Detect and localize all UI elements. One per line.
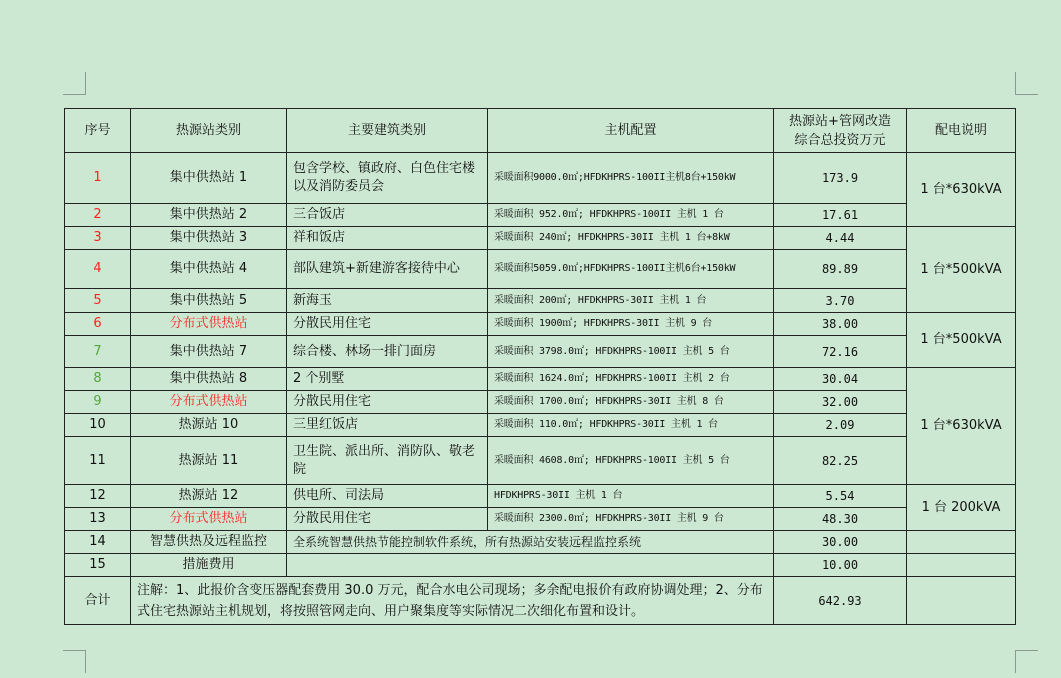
table-row xyxy=(65,414,1016,437)
row-power-empty xyxy=(907,531,1016,554)
total-investment: 642.93 xyxy=(774,577,907,625)
power-group-4: 1 台*630kVA xyxy=(907,368,1016,485)
row-building: 三合饭店 xyxy=(287,204,488,227)
row-investment: 48.30 xyxy=(774,508,907,531)
row-station-type: 热源站 10 xyxy=(131,414,287,437)
investment-table xyxy=(64,108,1016,625)
row-station-type: 分布式供热站 xyxy=(131,391,287,414)
row-station-type: 措施费用 xyxy=(131,554,287,577)
row-building: 三里红饭店 xyxy=(287,414,488,437)
page-corner-mark-bottom-left xyxy=(63,650,86,673)
header-investment-line1: 热源站+管网改造 xyxy=(789,113,891,129)
row-config: HFDKHPRS-30II 主机 1 台 xyxy=(488,485,774,508)
row-investment: 30.00 xyxy=(774,531,907,554)
row-description: 全系统智慧供热节能控制软件系统，所有热源站安装远程监控系统 xyxy=(287,531,774,554)
row-investment: 89.89 xyxy=(774,250,907,289)
table-row-monitoring xyxy=(65,531,1016,554)
table-row xyxy=(65,204,1016,227)
power-group-5: 1 台 200kVA xyxy=(907,485,1016,531)
row-station-type: 分布式供热站 xyxy=(131,508,287,531)
table-row xyxy=(65,153,1016,204)
header-building-type: 主要建筑类别 xyxy=(287,109,488,153)
table-row xyxy=(65,250,1016,289)
row-config: 采暖面积 1700.0㎡; HFDKHPRS-30II 主机 8 台 xyxy=(488,391,774,414)
row-config: 采暖面积 1900㎡; HFDKHPRS-30II 主机 9 台 xyxy=(488,313,774,336)
row-station-type: 集中供热站 2 xyxy=(131,204,287,227)
row-building: 综合楼、林场一排门面房 xyxy=(287,336,488,368)
row-investment: 2.09 xyxy=(774,414,907,437)
total-row xyxy=(65,577,1016,625)
row-power-empty xyxy=(907,554,1016,577)
row-building: 部队建筑+新建游客接待中心 xyxy=(287,250,488,289)
row-station-type: 集中供热站 3 xyxy=(131,227,287,250)
row-investment: 82.25 xyxy=(774,437,907,485)
header-no: 序号 xyxy=(65,109,131,153)
row-building: 分散民用住宅 xyxy=(287,313,488,336)
row-config: 采暖面积 4608.0㎡; HFDKHPRS-100II 主机 5 台 xyxy=(488,437,774,485)
row-building: 包含学校、镇政府、白色住宅楼以及消防委员会 xyxy=(287,153,488,204)
row-building: 卫生院、派出所、消防队、敬老院 xyxy=(287,437,488,485)
row-config: 采暖面积 240㎡; HFDKHPRS-30II 主机 1 台+8kW xyxy=(488,227,774,250)
row-building: 分散民用住宅 xyxy=(287,508,488,531)
row-no: 11 xyxy=(65,437,131,485)
row-building: 祥和饭店 xyxy=(287,227,488,250)
row-station-type: 热源站 12 xyxy=(131,485,287,508)
row-building: 供电所、司法局 xyxy=(287,485,488,508)
table-row xyxy=(65,391,1016,414)
row-no: 6 xyxy=(65,313,131,336)
total-label: 合计 xyxy=(65,577,131,625)
row-station-type: 集中供热站 5 xyxy=(131,289,287,313)
row-no: 10 xyxy=(65,414,131,437)
row-building: 新海玉 xyxy=(287,289,488,313)
table-row xyxy=(65,485,1016,508)
power-group-2: 1 台*500kVA xyxy=(907,227,1016,313)
row-no: 9 xyxy=(65,391,131,414)
table-row xyxy=(65,227,1016,250)
row-investment: 10.00 xyxy=(774,554,907,577)
table-row xyxy=(65,289,1016,313)
table-row xyxy=(65,368,1016,391)
row-no: 12 xyxy=(65,485,131,508)
header-investment-line2: 综合总投资万元 xyxy=(794,132,886,148)
row-no: 3 xyxy=(65,227,131,250)
row-station-type: 智慧供热及远程监控 xyxy=(131,531,287,554)
row-config: 采暖面积 3798.0㎡; HFDKHPRS-100II 主机 5 台 xyxy=(488,336,774,368)
row-no: 5 xyxy=(65,289,131,313)
row-investment: 32.00 xyxy=(774,391,907,414)
table-row-measures xyxy=(65,554,1016,577)
header-row xyxy=(65,109,1016,153)
row-no: 13 xyxy=(65,508,131,531)
row-investment: 3.70 xyxy=(774,289,907,313)
row-config: 采暖面积9000.0㎡;HFDKHPRS-100II主机8台+150kW xyxy=(488,153,774,204)
row-no: 2 xyxy=(65,204,131,227)
row-no: 14 xyxy=(65,531,131,554)
page-corner-mark-bottom-right xyxy=(1015,650,1038,673)
row-investment: 30.04 xyxy=(774,368,907,391)
table-row xyxy=(65,508,1016,531)
table-row xyxy=(65,437,1016,485)
row-no: 15 xyxy=(65,554,131,577)
table-row xyxy=(65,336,1016,368)
row-station-type: 热源站 11 xyxy=(131,437,287,485)
row-station-type: 集中供热站 8 xyxy=(131,368,287,391)
row-no: 1 xyxy=(65,153,131,204)
row-investment: 17.61 xyxy=(774,204,907,227)
page-corner-mark-top-left xyxy=(63,72,86,95)
row-config: 采暖面积 1624.0㎡; HFDKHPRS-100II 主机 2 台 xyxy=(488,368,774,391)
row-config: 采暖面积 110.0㎡; HFDKHPRS-30II 主机 1 台 xyxy=(488,414,774,437)
total-note: 注解：1、此报价含变压器配套费用 30.0 万元，配合水电公司现场；多余配电报价有政府协调处理；2、分布式住宅热源站主机规划，将按照管网走向、用户聚集度等实际情况二次细化布置和设计。 xyxy=(131,577,774,625)
header-station-type: 热源站类别 xyxy=(131,109,287,153)
row-config: 采暖面积 2300.0㎡; HFDKHPRS-30II 主机 9 台 xyxy=(488,508,774,531)
header-investment xyxy=(774,109,907,153)
table-row xyxy=(65,313,1016,336)
row-station-type: 集中供热站 1 xyxy=(131,153,287,204)
row-investment: 5.54 xyxy=(774,485,907,508)
row-investment: 38.00 xyxy=(774,313,907,336)
page-corner-mark-top-right xyxy=(1015,72,1038,95)
header-host-config: 主机配置 xyxy=(488,109,774,153)
row-config: 采暖面积 200㎡; HFDKHPRS-30II 主机 1 台 xyxy=(488,289,774,313)
row-investment: 173.9 xyxy=(774,153,907,204)
row-station-type: 分布式供热站 xyxy=(131,313,287,336)
row-no: 7 xyxy=(65,336,131,368)
row-investment: 72.16 xyxy=(774,336,907,368)
power-group-3: 1 台*500kVA xyxy=(907,313,1016,368)
row-station-type: 集中供热站 7 xyxy=(131,336,287,368)
row-no: 8 xyxy=(65,368,131,391)
row-config: 采暖面积 952.0㎡; HFDKHPRS-100II 主机 1 台 xyxy=(488,204,774,227)
total-power-empty xyxy=(907,577,1016,625)
row-station-type: 集中供热站 4 xyxy=(131,250,287,289)
row-config: 采暖面积5059.0㎡;HFDKHPRS-100II主机6台+150kW xyxy=(488,250,774,289)
row-building: 分散民用住宅 xyxy=(287,391,488,414)
row-investment: 4.44 xyxy=(774,227,907,250)
row-description-empty xyxy=(287,554,774,577)
power-group-1: 1 台*630kVA xyxy=(907,153,1016,227)
header-power: 配电说明 xyxy=(907,109,1016,153)
row-building: 2 个别墅 xyxy=(287,368,488,391)
row-no: 4 xyxy=(65,250,131,289)
